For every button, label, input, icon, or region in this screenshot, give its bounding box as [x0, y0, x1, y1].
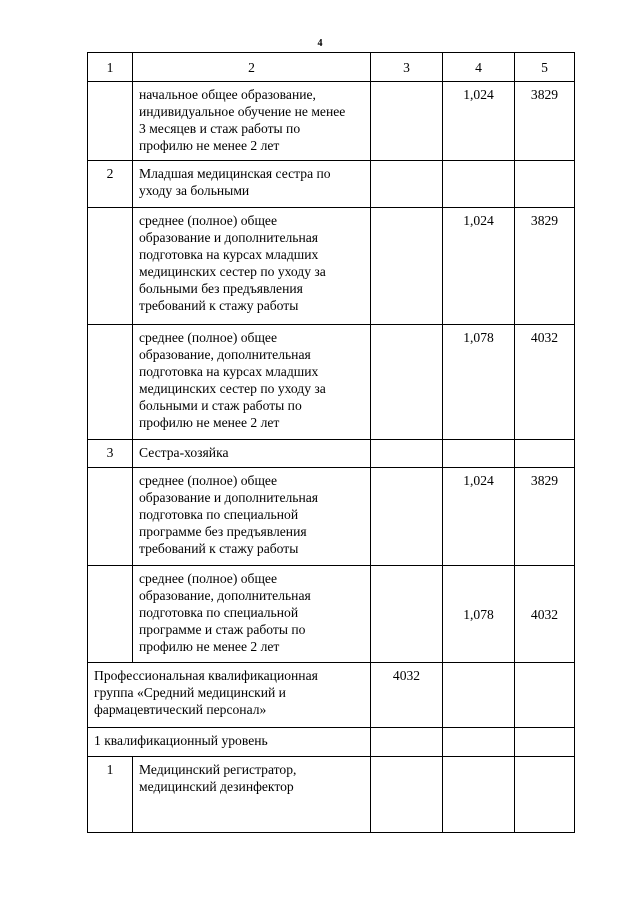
cell-number: [88, 566, 133, 663]
cell-number: 1: [88, 757, 133, 833]
cell-number: [88, 208, 133, 325]
cell-number: [88, 325, 133, 440]
cell-salary: 4032: [515, 325, 575, 440]
cell-salary: 3829: [515, 468, 575, 566]
cell-description: среднее (полное) общее образование и дополнительная подготовка по специальной программе без предъявления требований к стажу работы: [133, 468, 371, 566]
header-col-3: 3: [371, 53, 443, 82]
cell-description: среднее (полное) общее образование, дополнительная подготовка на курсах младших медицинских сестер по уходу за больными и стаж работы по профилю не менее 2 лет: [133, 325, 371, 440]
group-row: [88, 663, 575, 728]
group-base-salary: 4032: [371, 663, 443, 728]
cell-salary: [515, 440, 575, 468]
cell-description: среднее (полное) общее образование, дополнительная подготовка по специальной программе и стаж работы по профилю не менее 2 лет: [133, 566, 371, 663]
cell-coefficient: 1,024: [443, 208, 515, 325]
table-row: [88, 757, 575, 833]
cell-col3: [371, 208, 443, 325]
table-row: [88, 468, 575, 566]
cell-col3: [371, 82, 443, 161]
group-label: Профессиональная квалификационная группа «Средний медицинский и фармацевтический персонал»: [88, 663, 371, 728]
level-label: 1 квалификационный уровень: [88, 728, 371, 757]
table-row: [88, 208, 575, 325]
cell-empty: [443, 663, 515, 728]
cell-coefficient: 1,024: [443, 468, 515, 566]
cell-number: 2: [88, 161, 133, 208]
cell-col3: [371, 440, 443, 468]
cell-coefficient: 1,078: [443, 566, 515, 663]
cell-coefficient: [443, 440, 515, 468]
cell-number: [88, 82, 133, 161]
cell-col3: [371, 468, 443, 566]
cell-salary: 4032: [515, 566, 575, 663]
cell-empty: [443, 757, 515, 833]
cell-coefficient: 1,024: [443, 82, 515, 161]
cell-col3: [371, 566, 443, 663]
cell-empty: [515, 728, 575, 757]
cell-empty: [515, 757, 575, 833]
page-number: 4: [317, 38, 323, 49]
cell-empty: [371, 757, 443, 833]
cell-col3: [371, 161, 443, 208]
cell-description: Сестра-хозяйка: [133, 440, 371, 468]
cell-col3: [371, 325, 443, 440]
cell-description: среднее (полное) общее образование и дополнительная подготовка на курсах младших медицинских сестер по уходу за больными без предъявления требований к стажу работы: [133, 208, 371, 325]
table-row: [88, 440, 575, 468]
cell-salary: 3829: [515, 82, 575, 161]
cell-coefficient: 1,078: [443, 325, 515, 440]
cell-description: начальное общее образование, индивидуальное обучение не менее 3 месяцев и стаж работы по профилю не менее 2 лет: [133, 82, 371, 161]
header-col-5: 5: [515, 53, 575, 82]
table-row: [88, 161, 575, 208]
table-row: [88, 566, 575, 663]
cell-empty: [371, 728, 443, 757]
cell-description: Младшая медицинская сестра по уходу за больными: [133, 161, 371, 208]
table-row: [88, 82, 575, 161]
cell-description: Медицинский регистратор, медицинский дезинфектор: [133, 757, 371, 833]
level-row: [88, 728, 575, 757]
cell-coefficient: [443, 161, 515, 208]
header-col-1: 1: [88, 53, 133, 82]
table-row: [88, 325, 575, 440]
cell-salary: [515, 161, 575, 208]
cell-empty: [443, 728, 515, 757]
salary-table: [87, 52, 575, 833]
table-header-row: [88, 53, 575, 82]
cell-empty: [515, 663, 575, 728]
cell-number: [88, 468, 133, 566]
header-col-4: 4: [443, 53, 515, 82]
cell-number: 3: [88, 440, 133, 468]
cell-salary: 3829: [515, 208, 575, 325]
header-col-2: 2: [133, 53, 371, 82]
